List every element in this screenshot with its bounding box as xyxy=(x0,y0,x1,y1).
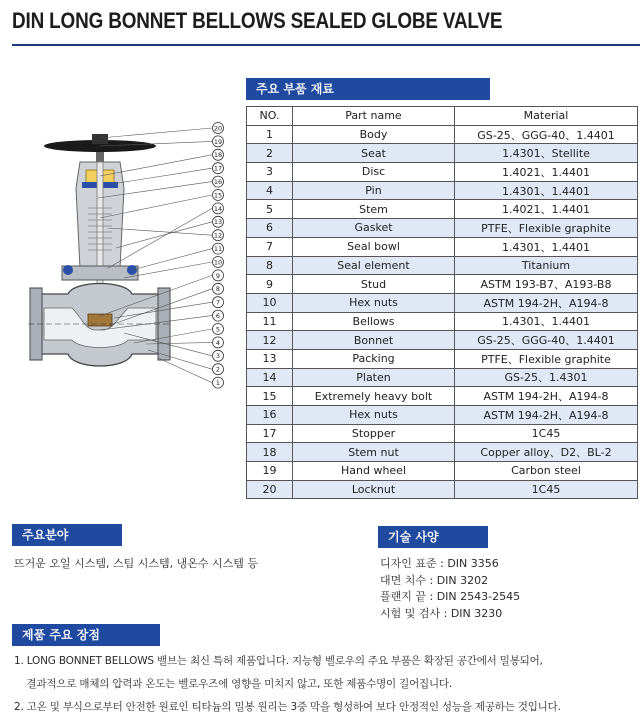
cell-part-name: Stopper xyxy=(293,424,455,443)
parts-heading: 주요 부품 재료 xyxy=(246,78,490,100)
cell-no: 2 xyxy=(247,144,293,163)
callout-label: 18 xyxy=(213,151,223,160)
cell-part-name: Locknut xyxy=(293,480,455,499)
table-row xyxy=(247,312,638,331)
spec-flange-end: 플랜지 끝 : DIN 2543-2545 xyxy=(380,590,521,603)
cell-material: 1.4021、1.4401 xyxy=(455,163,638,182)
table-row xyxy=(247,480,638,499)
advantage-item-2: 2. 고온 및 부식으로부터 안전한 원료인 티타늄의 밀봉 원리는 3중 막을 형성하여 보다 안정적인 성능을 제공하는 것입니다. xyxy=(14,701,561,713)
header-material: Material xyxy=(455,107,638,126)
cell-no: 1 xyxy=(247,125,293,144)
advantages-list xyxy=(14,650,561,719)
cell-material: ASTM 194-2H、A194-8 xyxy=(455,387,638,406)
callout-label: 3 xyxy=(215,352,221,361)
cell-no: 6 xyxy=(247,219,293,238)
cell-no: 5 xyxy=(247,200,293,219)
advantage-item-1-cont: 결과적으로 매체의 압력과 온도는 벨로우즈에 영향을 미치지 않고, 또한 제품수명이 길어집니다. xyxy=(14,678,452,690)
table-row xyxy=(247,424,638,443)
table-row xyxy=(247,256,638,275)
cell-part-name: Stud xyxy=(293,275,455,294)
cell-material: Carbon steel xyxy=(455,462,638,481)
cell-no: 16 xyxy=(247,406,293,425)
table-row xyxy=(247,200,638,219)
callout-label: 9 xyxy=(215,271,221,280)
cell-no: 9 xyxy=(247,275,293,294)
callout-label: 5 xyxy=(215,325,221,334)
cell-part-name: Hex nuts xyxy=(293,293,455,312)
callout-label: 13 xyxy=(213,218,223,227)
cell-material: PTFE、Flexible graphite xyxy=(455,219,638,238)
table-row xyxy=(247,387,638,406)
cell-part-name: Seal bowl xyxy=(293,237,455,256)
cell-part-name: Gasket xyxy=(293,219,455,238)
callout-label: 1 xyxy=(215,379,221,387)
title-divider xyxy=(12,44,640,46)
cell-no: 7 xyxy=(247,237,293,256)
cell-material: 1.4301、1.4401 xyxy=(455,181,638,200)
page-title: DIN LONG BONNET BELLOWS SEALED GLOBE VALVE xyxy=(12,8,503,33)
cell-part-name: Stem xyxy=(293,200,455,219)
specs-heading: 기술 사양 xyxy=(378,526,488,548)
cell-material: ASTM 193-B7、A193-B8 xyxy=(455,275,638,294)
cell-no: 14 xyxy=(247,368,293,387)
cell-material: 1.4021、1.4401 xyxy=(455,200,638,219)
callout-label: 4 xyxy=(215,338,221,347)
cell-material: GS-25、GGG-40、1.4401 xyxy=(455,125,638,144)
cell-part-name: Seat xyxy=(293,144,455,163)
cell-no: 15 xyxy=(247,387,293,406)
callout-label: 7 xyxy=(215,298,221,307)
header-part-name: Part name xyxy=(293,107,455,126)
table-row xyxy=(247,368,638,387)
cell-material: Titanium xyxy=(455,256,638,275)
callout-label: 12 xyxy=(213,231,223,240)
table-row xyxy=(247,443,638,462)
table-row xyxy=(247,349,638,368)
cell-part-name: Disc xyxy=(293,163,455,182)
callout-label: 10 xyxy=(213,258,223,267)
table-row xyxy=(247,125,638,144)
table-row xyxy=(247,293,638,312)
specs-list xyxy=(380,556,520,622)
cell-material: PTFE、Flexible graphite xyxy=(455,349,638,368)
spec-test-inspection: 시험 및 검사 : DIN 3230 xyxy=(380,606,503,620)
cell-material: ASTM 194-2H、A194-8 xyxy=(455,293,638,312)
cell-material: GS-25、GGG-40、1.4401 xyxy=(455,331,638,350)
cell-no: 19 xyxy=(247,462,293,481)
cell-part-name: Packing xyxy=(293,349,455,368)
cell-part-name: Bonnet xyxy=(293,331,455,350)
table-row xyxy=(247,406,638,425)
cell-no: 20 xyxy=(247,480,293,499)
cell-no: 12 xyxy=(247,331,293,350)
cell-part-name: Extremely heavy bolt xyxy=(293,387,455,406)
callout-label: 2 xyxy=(215,365,221,374)
cell-material: 1.4301、Stellite xyxy=(455,144,638,163)
cell-no: 18 xyxy=(247,443,293,462)
callout-label: 20 xyxy=(213,124,223,133)
callout-label: 16 xyxy=(213,178,223,186)
cell-no: 8 xyxy=(247,256,293,275)
cell-part-name: Platen xyxy=(293,368,455,387)
table-header-row xyxy=(247,107,638,126)
cell-material: 1.4301、1.4401 xyxy=(455,312,638,331)
table-row xyxy=(247,144,638,163)
cell-part-name: Seal element xyxy=(293,256,455,275)
advantage-item-1: 1. LONG BONNET BELLOWS 밸브는 최신 특허 제품입니다. 지능형 벨로우의 주요 부품은 확장된 공간에서 밀봉되어, xyxy=(14,655,543,667)
cell-part-name: Pin xyxy=(293,181,455,200)
table-row xyxy=(247,331,638,350)
valve-diagram xyxy=(28,118,233,393)
cell-material: ASTM 194-2H、A194-8 xyxy=(455,406,638,425)
cell-part-name: Stem nut xyxy=(293,443,455,462)
header-no: NO. xyxy=(247,107,293,126)
cell-material: 1C45 xyxy=(455,424,638,443)
callout-label: 19 xyxy=(213,137,223,146)
spec-design-standard: 디자인 표준 : DIN 3356 xyxy=(380,557,499,570)
callout-label: 14 xyxy=(213,204,223,213)
parts-material-table xyxy=(246,106,638,499)
cell-material: 1C45 xyxy=(455,480,638,499)
application-text: 뜨거운 오일 시스템, 스팀 시스템, 냉온수 시스템 등 xyxy=(14,557,258,570)
callout-label: 15 xyxy=(213,191,223,200)
cell-part-name: Bellows xyxy=(293,312,455,331)
cell-part-name: Hex nuts xyxy=(293,406,455,425)
spec-face-to-face: 대면 치수 : DIN 3202 xyxy=(380,573,489,587)
cell-part-name: Hand wheel xyxy=(293,462,455,481)
valve-cross-section xyxy=(28,118,233,393)
callout-label: 17 xyxy=(213,164,223,173)
cell-material: 1.4301、1.4401 xyxy=(455,237,638,256)
cell-no: 4 xyxy=(247,181,293,200)
cell-material: Copper alloy、D2、BL-2 xyxy=(455,443,638,462)
table-row xyxy=(247,462,638,481)
table-row xyxy=(247,163,638,182)
table-row xyxy=(247,275,638,294)
cell-no: 17 xyxy=(247,424,293,443)
cell-no: 10 xyxy=(247,293,293,312)
locknut-shape xyxy=(92,134,108,144)
table-row xyxy=(247,219,638,238)
callout-label: 6 xyxy=(215,312,221,320)
cell-no: 3 xyxy=(247,163,293,182)
table-row xyxy=(247,237,638,256)
cell-no: 13 xyxy=(247,349,293,368)
cell-material: GS-25、1.4301 xyxy=(455,368,638,387)
advantages-heading: 제품 주요 장점 xyxy=(12,624,160,646)
cell-no: 11 xyxy=(247,312,293,331)
callout-label: 8 xyxy=(215,285,221,294)
cell-part-name: Body xyxy=(293,125,455,144)
table-row xyxy=(247,181,638,200)
application-heading: 주요분야 xyxy=(12,524,122,546)
callout-label: 11 xyxy=(213,245,223,253)
